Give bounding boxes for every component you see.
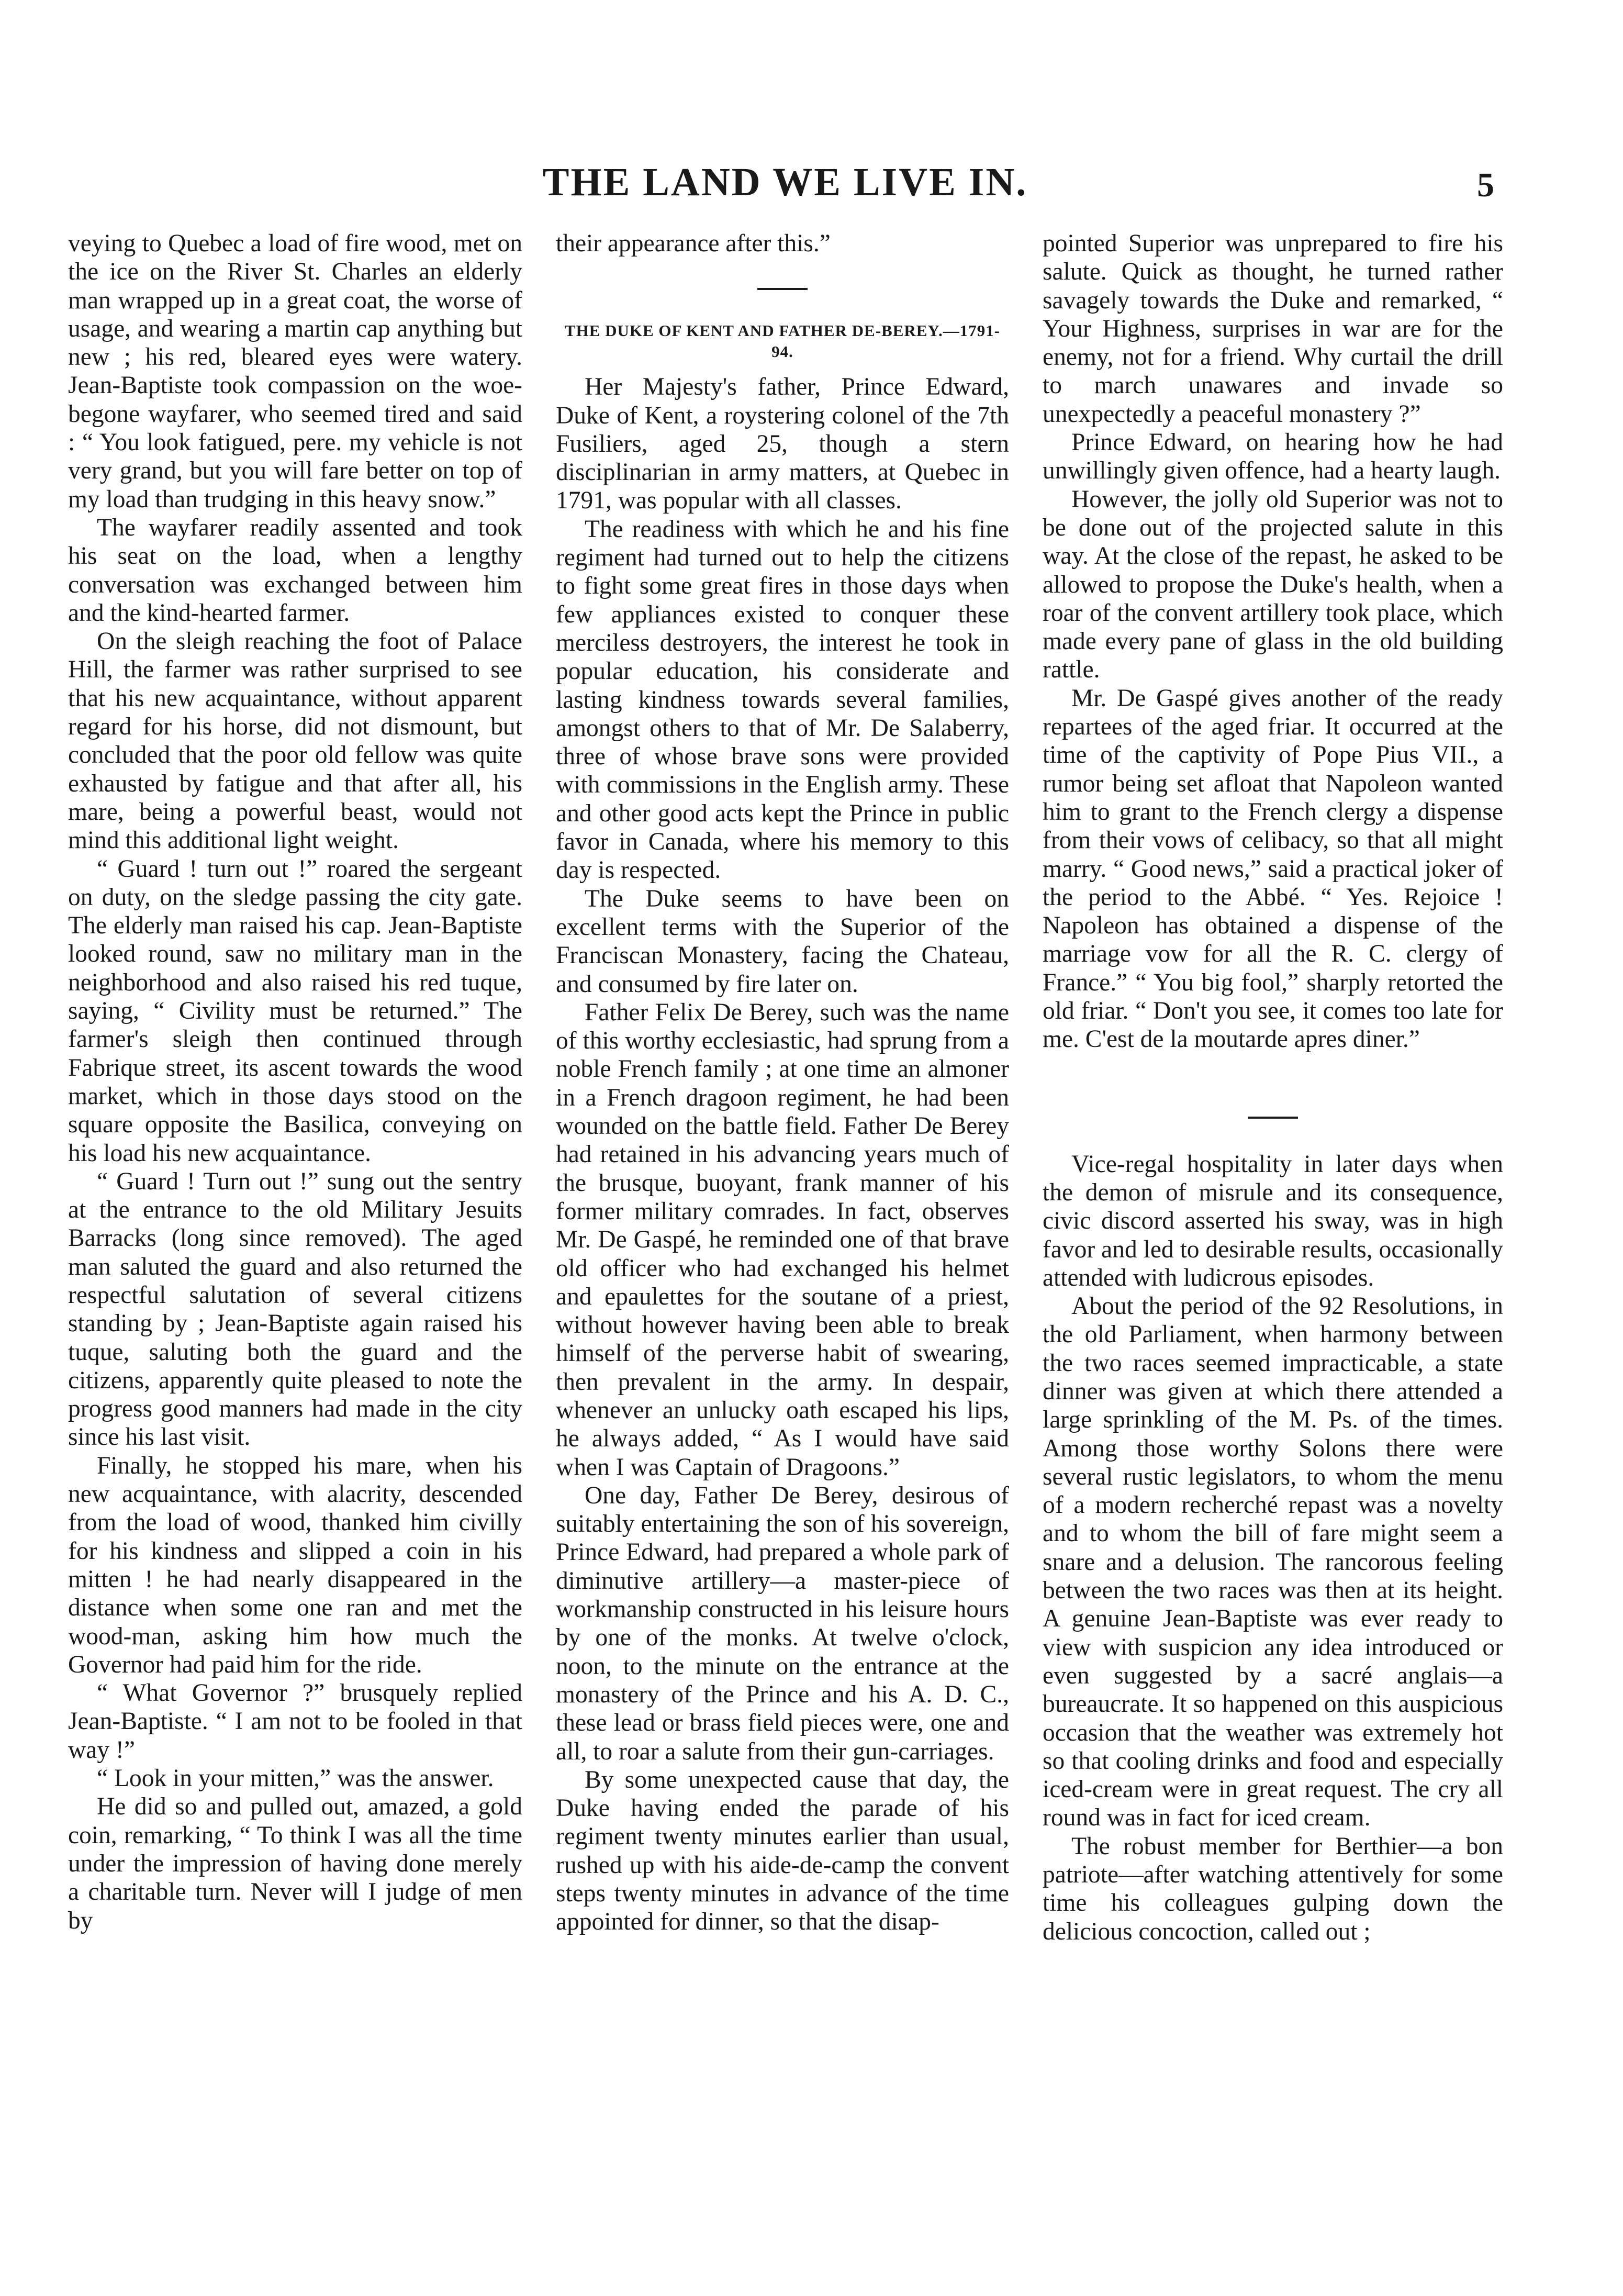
paragraph: Father Felix De Berey, such was the name of this worthy ecclesiastic, had sprung from a noble French family ; at one time an almoner in a French dragoon regiment, he had been wounded on the battle field. Father De Berey had retained in his advancing years much of the brusque, buoyant, frank manner of his former military comrades. In fact, observes Mr. De Gaspé, he reminded one of that brave old officer who had exchanged his helmet and epaulettes for the soutane of a priest, without however having been able to break himself of the perverse habit of swearing, then prevalent in the army. In despair, whenever an unlucky oath escaped his lips, he always added, “ As I would have said when I was Captain of Dragoons.” [556, 998, 1009, 1481]
paragraph: About the period of the 92 Resolutions, in the old Parliament, when harmony between the two races seemed impracticable, a state dinner was given at which there attended a large sprinkling of the M. Ps. of the times. Among those worthy Solons there were several rustic legislators, to whom the menu of a modern recherché repast was a novelty and to whom the bill of fare might seem a snare and a delusion. The rancorous feeling between the two races was then at its height. A genuine Jean-Baptiste was ever ready to view with suspicion any idea introduced or even suggested by a sacré anglais—a bureaucrate. It so happened on this auspicious occasion that the weather was extremely hot so that cooling drinks and food and especially iced-cream were in great request. The cry all round was in fact for iced cream. [1043, 1292, 1503, 1832]
page-number: 5 [1477, 166, 1494, 204]
paragraph: The robust member for Berthier—a bon patriote—after watching attentively for some time his colleagues gulping down the delicious concoction, called out ; [1043, 1832, 1503, 1945]
paragraph: The readiness with which he and his fine regiment had turned out to help the citizens to fight some great fires in those days when few appliances existed to conquer these merciless destroyers, the interest he took in popular education, his considerate and lasting kindness towards several families, amongst others to that of Mr. De Salaberry, three of whose brave sons were provided with commissions in the English army. These and other good acts kept the Prince in public favor in Canada, where his memory to this day is respected. [556, 515, 1009, 884]
page-header [0, 156, 1623, 214]
paragraph: One day, Father De Berey, desirous of suitably entertaining the son of his sovereign, Prince Edward, had prepared a whole park of diminutive artillery—a master-piece of workmanship constructed in his leisure hours by one of the monks. At twelve o'clock, noon, to the minute on the entrance at the monastery of the Prince and his A. D. C., these lead or brass field pieces were, one and all, to roar a salute from their gun-carriages. [556, 1481, 1009, 1765]
paragraph: Prince Edward, on hearing how he had unwillingly given offence, had a hearty laugh. [1043, 429, 1503, 485]
paragraph: The Duke seems to have been on excellent terms with the Superior of the Franciscan Monastery, facing the Chateau, and consumed by fire later on. [556, 885, 1009, 998]
paragraph: “ Guard ! turn out !” roared the sergeant on duty, on the sledge passing the city gate. The elderly man raised his cap. Jean-Baptiste looked round, saw no military man in the neighborhood and also raised his red tuque, saying, “ Civility must be returned.” The farmer's sleigh then continued through Fabrique street, its ascent towards the wood market, which in those days stood on the square opposite the Basilica, conveying on his load his new acquaintance. [68, 855, 522, 1167]
column-2 [556, 229, 1009, 1936]
paragraph: The wayfarer readily assented and took his seat on the load, when a lengthy conversation was exchanged between him and the kind-hearted farmer. [68, 514, 522, 627]
section-heading: THE DUKE OF KENT AND FATHER DE-BEREY.—1791-94. [564, 321, 1001, 361]
paragraph: their appearance after this.” [556, 230, 831, 257]
paragraph: veying to Quebec a load of fire wood, met on the ice on the River St. Charles an elderly man wrapped up in a great coat, the worse of usage, and wearing a martin cap anything but new ; his red, bleared eyes were watery. Jean-Baptiste took compassion on the woe-begone wayfarer, who seemed tired and said : “ You look fatigued, pere. my vehicle is not very grand, but you will fare better on top of my load than trudging in this heavy snow.” [68, 230, 522, 513]
paragraph: Mr. De Gaspé gives another of the ready repartees of the aged friar. It occurred at the time of the captivity of Pope Pius VII., a rumor being set afloat that Napoleon wanted him to grant to the French clergy a dispense from their vows of celibacy, so that all might marry. “ Good news,” said a practical joker of the period to the Abbé. “ Yes. Rejoice ! Napoleon has obtained a dispense of the marriage vow for all the R. C. clergy of France.” “ You big fool,” sharply retorted the old friar. “ Don't you see, it comes too late for me. C'est de la moutarde apres diner.” [1043, 684, 1503, 1053]
running-title: THE LAND WE LIVE IN. [542, 160, 1028, 204]
paragraph: However, the jolly old Superior was not to be done out of the projected salute in this way. At the close of the repast, he asked to be allowed to propose the Duke's health, when a roar of the convent artillery took place, which made every pane of glass in the old building rattle. [1043, 485, 1503, 684]
column-3 [1043, 229, 1503, 1946]
paragraph: “ Guard ! Turn out !” sung out the sentry at the entrance to the old Military Jesuits Barracks (long since removed). The aged man saluted the guard and also returned the respectful salutation of several citizens standing by ; Jean-Baptiste again raised his tuque, saluting both the guard and the citizens, apparently quite pleased to note the progress good manners had made in the city since his last visit. [68, 1167, 522, 1451]
paragraph: “ What Governor ?” brusquely replied Jean-Baptiste. “ I am not to be fooled in that way !” [68, 1679, 522, 1764]
section-divider [757, 288, 808, 290]
section-divider [1248, 1117, 1298, 1119]
paragraph: pointed Superior was unprepared to fire his salute. Quick as thought, he turned rather savagely towards the Duke and remarked, “ Your Highness, surprises in war are for the enemy, not for a friend. Why curtail the drill to march unawares and invade so unexpectedly a peaceful monastery ?” [1043, 230, 1503, 428]
column-1 [68, 229, 522, 1935]
paragraph: Vice-regal hospitality in later days when the demon of misrule and its consequence, civic discord asserted his sway, was in high favor and led to desirable results, occasionally attended with ludicrous episodes. [1043, 1150, 1503, 1291]
paragraph: By some unexpected cause that day, the Duke having ended the parade of his regiment twenty minutes earlier than usual, rushed up with his aide-de-camp the convent steps twenty minutes in advance of the time appointed for dinner, so that the disap- [556, 1766, 1009, 1936]
paragraph: Finally, he stopped his mare, when his new acquaintance, with alacrity, descended from the load of wood, thanked him civilly for his kindness and slipped a coin in his mitten ! he had nearly disappeared in the distance when some one ran and met the wood-man, asking him how much the Governor had paid him for the ride. [68, 1452, 522, 1678]
paragraph: On the sleigh reaching the foot of Palace Hill, the farmer was rather surprised to see that his new acquaintance, without apparent regard for his horse, did not dismount, but concluded that the poor old fellow was quite exhausted by fatigue and that after all, his mare, being a powerful beast, would not mind this additional light weight. [68, 628, 522, 854]
paragraph: He did so and pulled out, amazed, a gold coin, remarking, “ To think I was all the time under the impression of having done merely a charitable turn. Never will I judge of men by [68, 1793, 522, 1934]
paragraph: “ Look in your mitten,” was the answer. [97, 1765, 494, 1792]
paragraph: Her Majesty's father, Prince Edward, Duke of Kent, a roystering colonel of the 7th Fusiliers, aged 25, though a stern disciplinarian in army matters, at Quebec in 1791, was popular with all classes. [556, 373, 1009, 515]
